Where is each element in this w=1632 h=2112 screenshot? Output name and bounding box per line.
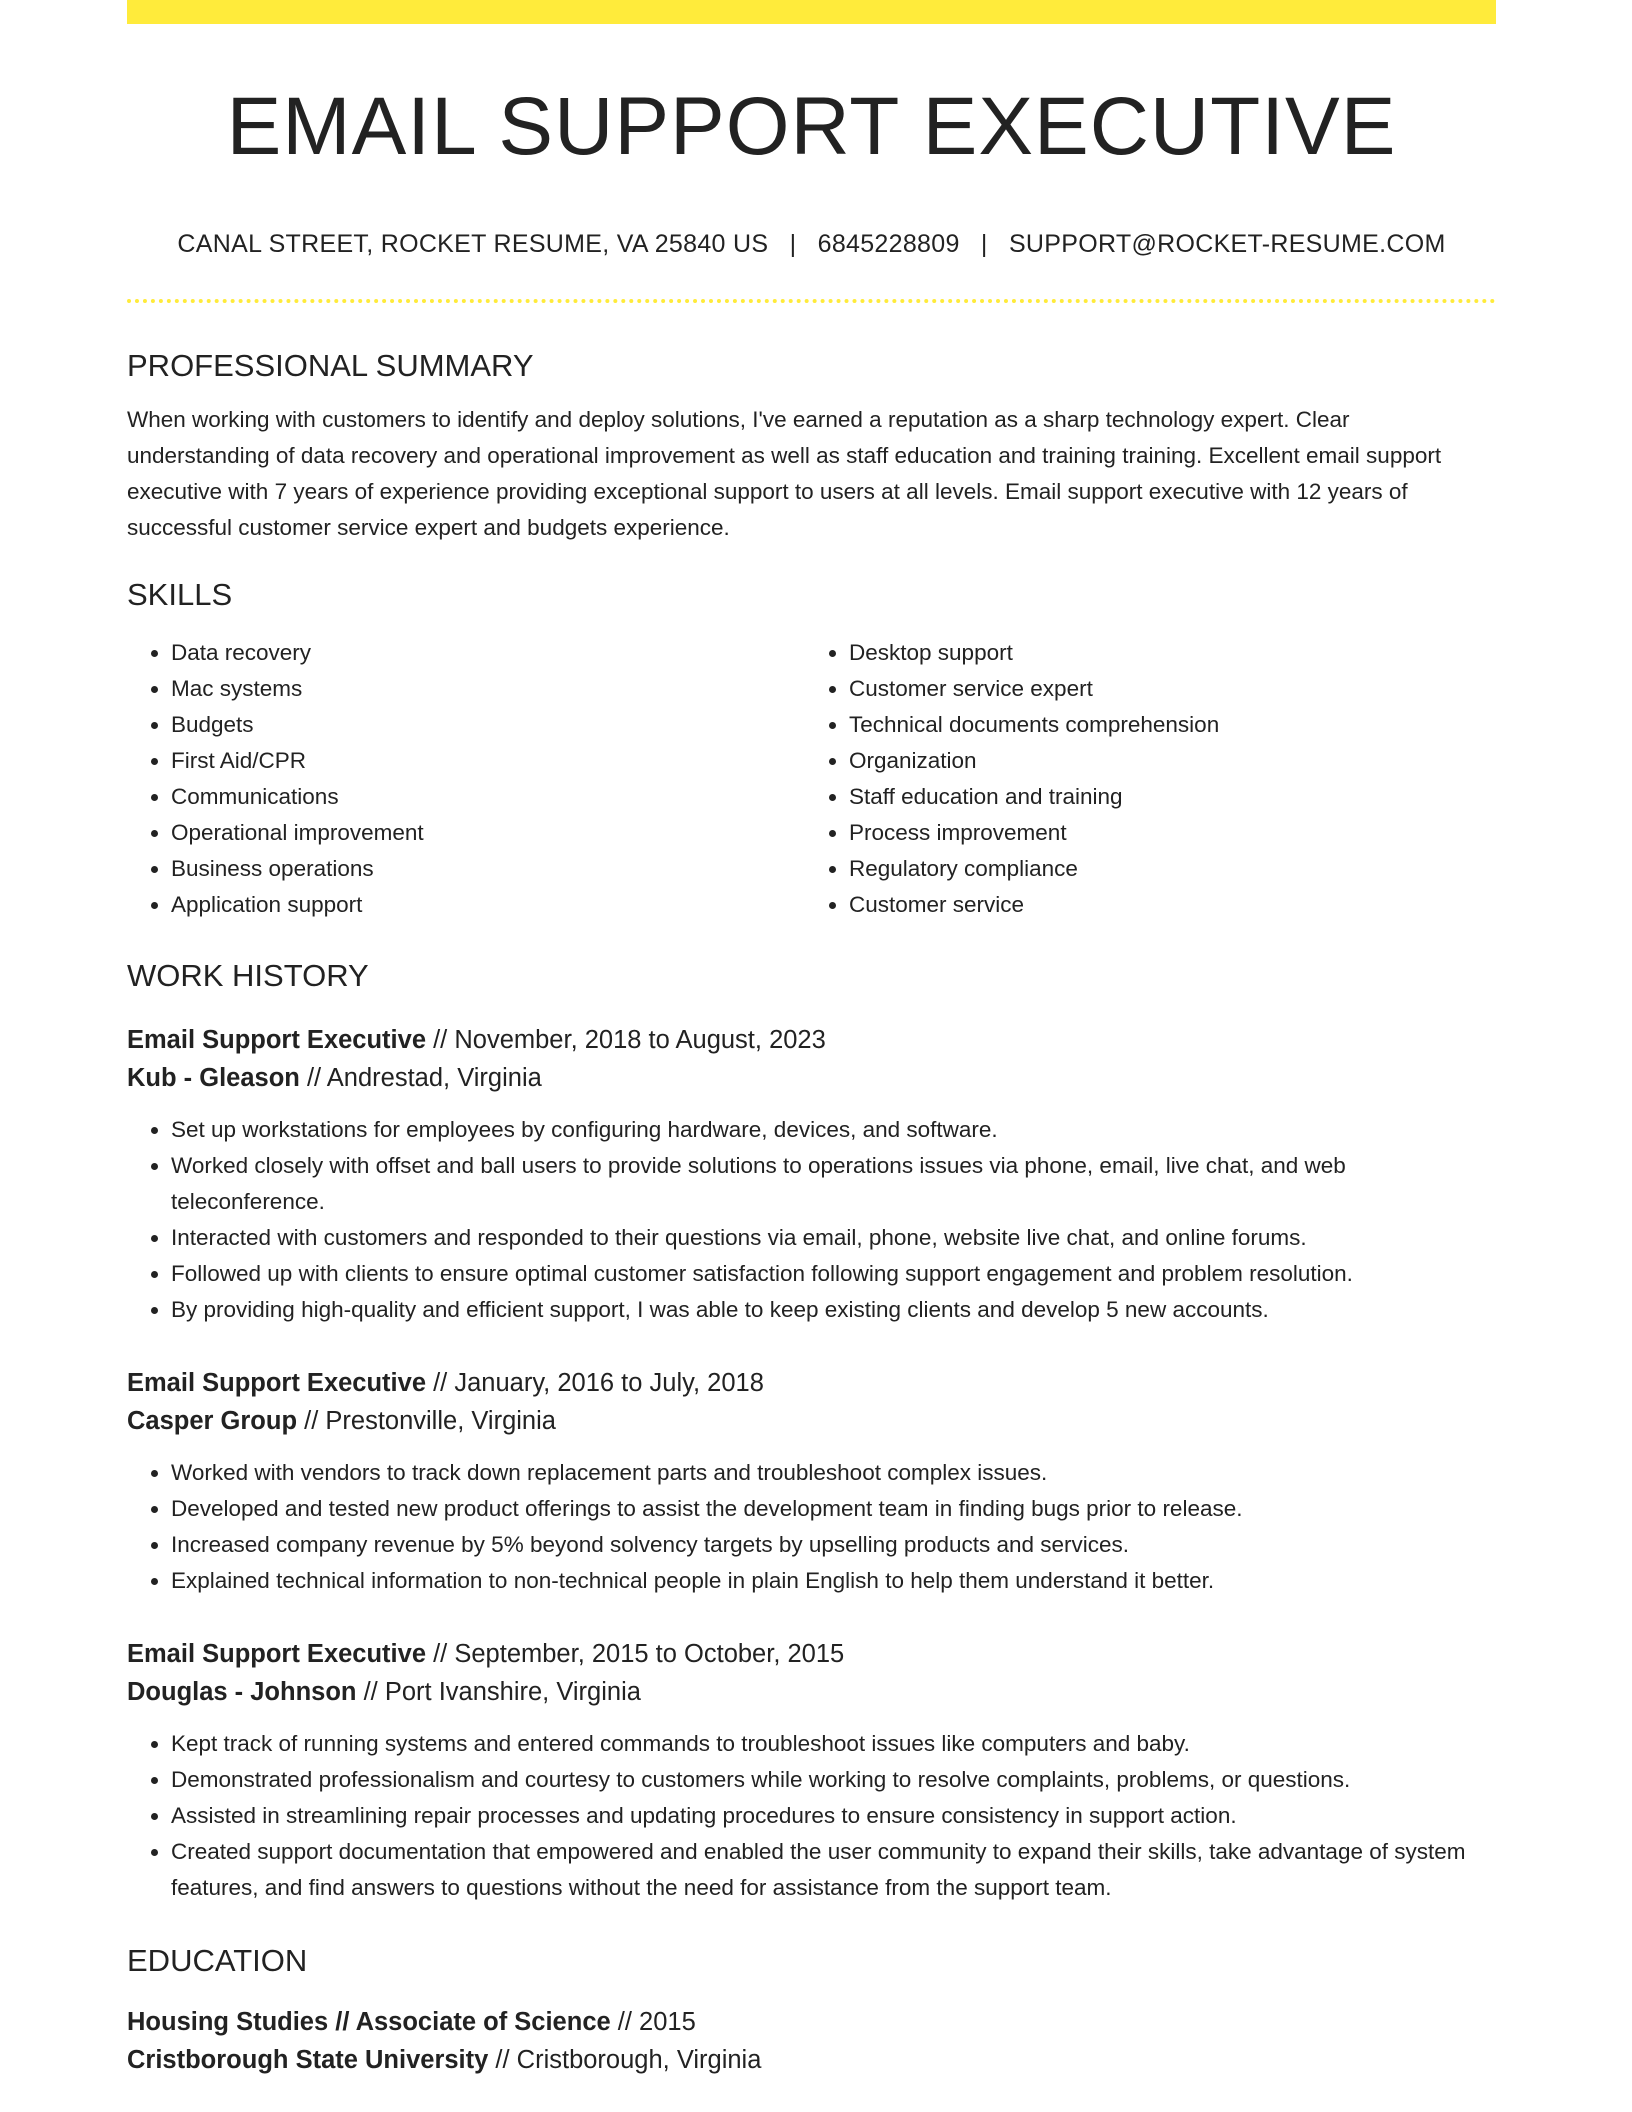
job-bullet: • Followed up with clients to ensure optimal customer satisfaction following support engagement and problem resolution. [171,1256,1496,1292]
job-bullet: • Kept track of running systems and entered commands to troubleshoot issues like computers and baby. [171,1726,1496,1762]
contact-separator: | [789,230,797,258]
job-role: Email Support Executive [127,1025,427,1054]
job-company: Casper Group [127,1406,298,1435]
job-bullet: • Set up workstations for employees by configuring hardware, devices, and software. [171,1112,1496,1148]
skill-item: • Data recovery [171,635,801,671]
resume-page [127,0,1496,2079]
job-entry [127,1635,1496,1906]
skill-item: • Desktop support [849,635,1479,671]
job-bullets [127,1726,1496,1906]
job-bullet: • Assisted in streamlining repair processes and updating procedures to ensure consistency in support action. [171,1798,1496,1834]
skills-list [127,635,1496,923]
job-dates: November, 2018 to August, 2023 [454,1025,826,1054]
education-location: Cristborough, Virginia [516,2045,762,2074]
job-bullet: • Worked with vendors to track down replacement parts and troubleshoot complex issues. [171,1455,1496,1491]
skill-item: • Process improvement [849,815,1479,851]
summary-heading: PROFESSIONAL SUMMARY [127,348,534,383]
job-entry [127,1021,1496,1328]
skill-item: • First Aid/CPR [171,743,801,779]
skill-item: • Regulatory compliance [849,851,1479,887]
skill-item: • Business operations [171,851,801,887]
job-company: Douglas - Johnson [127,1677,357,1706]
job-location: Andrestad, Virginia [326,1063,542,1092]
skill-item: • Budgets [171,707,801,743]
skill-item: • Customer service expert [849,671,1479,707]
education-separator: // [488,2045,517,2074]
contact-email: SUPPORT@ROCKET-RESUME.COM [1008,230,1446,258]
job-bullets [127,1112,1496,1328]
job-role: Email Support Executive [127,1368,427,1397]
job-company-line [127,1402,1496,1440]
education-year: 2015 [639,2007,696,2036]
resume-name: EMAIL SUPPORT EXECUTIVE [226,81,1397,172]
job-separator: // [426,1639,455,1668]
job-separator: // [299,1063,327,1092]
job-location: Port Ivanshire, Virginia [384,1677,641,1706]
skill-item: • Operational improvement [171,815,801,851]
contact-line [127,230,1496,259]
skill-item: • Mac systems [171,671,801,707]
job-title-line [127,1635,1496,1673]
job-bullets [127,1455,1496,1599]
skill-item: • Technical documents comprehension [849,707,1479,743]
skill-item: • Application support [171,887,801,923]
job-bullet: • By providing high-quality and efficient support, I was able to keep existing clients and develop 5 new accounts. [171,1292,1496,1328]
work-history-heading: WORK HISTORY [127,958,369,994]
job-bullet: • Worked closely with offset and ball users to provide solutions to operations issues via phone, email, live chat, and web teleconference. [171,1148,1496,1220]
accent-top-bar [127,0,1496,24]
job-location: Prestonville, Virginia [325,1406,556,1435]
contact-address: CANAL STREET, ROCKET RESUME, VA 25840 US [177,230,769,258]
contact-phone: 6845228809 [817,230,960,258]
skills-column-left [127,635,801,923]
job-bullet: • Developed and tested new product offerings to assist the development team in finding bugs prior to release. [171,1491,1496,1527]
education-school-line [127,2041,1496,2079]
education-heading: EDUCATION [127,1942,308,1978]
job-role: Email Support Executive [127,1639,427,1668]
skill-item: • Organization [849,743,1479,779]
contact-separator: | [980,230,988,258]
job-separator: // [297,1406,326,1435]
job-bullet: • Explained technical information to non-technical people in plain English to help them understand it better. [171,1563,1496,1599]
job-company-line [127,1673,1496,1711]
job-entry [127,1364,1496,1599]
summary-text: When working with customers to identify and deploy solutions, I've earned a reputation as a sharp technology expert. Clear understanding of data recovery and operational improvement as well as staff education and training training. Excellent email support executive with 7 years of experience providing exceptional support to users at all levels. Email support executive with 12 years of successful customer service expert and budgets experience. [127,407,1442,541]
skills-heading: SKILLS [127,577,233,613]
skill-item: • Customer service [849,887,1479,923]
job-dates: September, 2015 to October, 2015 [454,1639,845,1668]
job-separator: // [426,1368,455,1397]
education-degree: Housing Studies // Associate of Science [127,2007,611,2036]
dotted-divider [127,299,1496,303]
skill-item: • Communications [171,779,801,815]
job-dates: January, 2016 to July, 2018 [454,1368,764,1397]
job-bullet: • Created support documentation that empowered and enabled the user community to expand their skills, take advantage of system features, and find answers to questions without the need for assistance from the support team. [171,1834,1496,1906]
job-title-line [127,1021,1496,1059]
education-degree-line [127,2003,1496,2041]
job-bullet: • Increased company revenue by 5% beyond solvency targets by upselling products and services. [171,1527,1496,1563]
job-company: Kub - Gleason [127,1063,300,1092]
skills-column-right [801,635,1479,923]
job-bullet: • Interacted with customers and responded to their questions via email, phone, website live chat, and online forums. [171,1220,1496,1256]
education-entry [127,2003,1496,2079]
job-title-line [127,1364,1496,1402]
job-bullet: • Demonstrated professionalism and courtesy to customers while working to resolve complaints, problems, or questions. [171,1762,1496,1798]
job-separator: // [426,1025,455,1054]
job-company-line [127,1059,1496,1097]
skill-item: • Staff education and training [849,779,1479,815]
job-separator: // [356,1677,385,1706]
education-separator: // [610,2007,640,2036]
education-school: Cristborough State University [127,2045,489,2074]
